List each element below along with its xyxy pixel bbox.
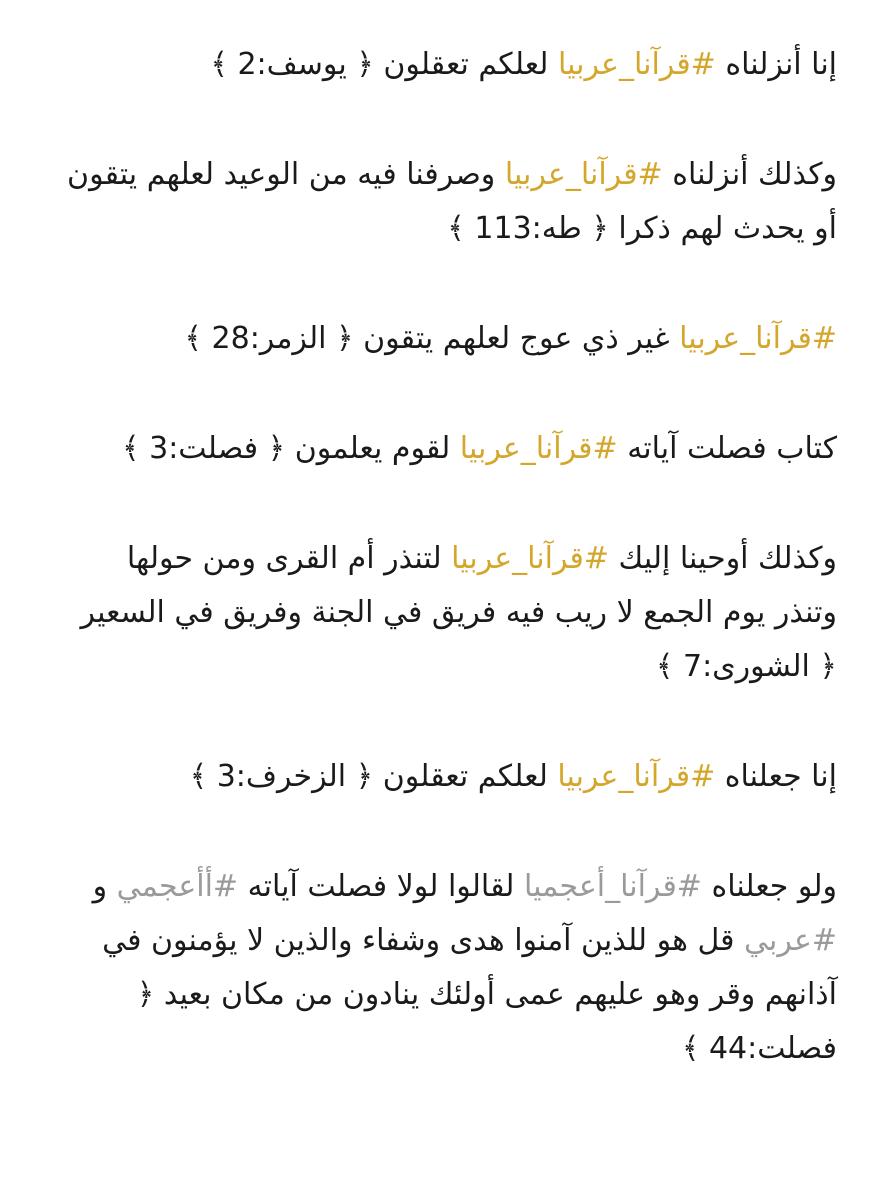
verse-zumar-28 (58, 312, 837, 366)
verse-text: لعلكم تعقلون ﴿ الزخرف:3 ﴾ (189, 759, 558, 794)
verse-fussilat-44 (58, 860, 837, 1076)
hashtag-link[interactable]: #عربي (744, 923, 837, 958)
hashtag-link[interactable]: #قرآنا_عربيا (557, 759, 716, 794)
hashtag-link[interactable]: #قرآنا_عربيا (459, 431, 618, 466)
verse-text: ولو جعلناه (701, 869, 837, 904)
hashtag-link[interactable]: #أأعجمي (116, 869, 239, 904)
verse-fussilat-3 (58, 422, 837, 476)
verse-text: لعلكم تعقلون ﴿ يوسف:2 ﴾ (210, 47, 558, 82)
verse-text: غير ذي عوج لعلهم يتقون ﴿ الزمر:28 ﴾ (184, 321, 680, 356)
hashtag-link[interactable]: #قرآنا_عربيا (679, 321, 837, 356)
verse-text: كتاب فصلت آياته (617, 431, 837, 466)
verse-text: لقوم يعلمون ﴿ فصلت:3 ﴾ (121, 431, 460, 466)
hashtag-link[interactable]: #قرآنا_عربيا (557, 47, 716, 82)
hashtag-link[interactable]: #قرآنا_عربيا (504, 157, 663, 192)
verse-taha-113 (58, 148, 837, 256)
verse-text: قل هو للذين آمنوا هدى وشفاء والذين لا يؤمنون في آذانهم وقر وهو عليهم عمى أولئك ينادون من مكان بعيد ﴿ فصلت:44 ﴾ (102, 923, 837, 1066)
verse-text: إنا أنزلناه (715, 47, 837, 82)
hashtag-link[interactable]: #قرآنا_أعجميا (523, 869, 702, 904)
verse-shura-7 (58, 532, 837, 694)
verse-text: لقالوا لولا فصلت آياته (238, 869, 524, 904)
verse-zukhruf-3 (58, 750, 837, 804)
verse-text: إنا جعلناه (715, 759, 837, 794)
verse-text: وصرفنا فيه من الوعيد لعلهم يتقون أو يحدث لهم ذكرا ﴿ طه:113 ﴾ (67, 157, 837, 246)
verse-text: وكذلك أوحينا إليك (609, 541, 837, 576)
verse-text: لتنذر أم القرى ومن حولها وتنذر يوم الجمع لا ريب فيه فريق في الجنة وفريق في السعير ﴿ الشورى:7 ﴾ (80, 541, 837, 684)
verse-yusuf-2 (58, 38, 837, 92)
hashtag-link[interactable]: #قرآنا_عربيا (451, 541, 610, 576)
verse-text: وكذلك أنزلناه (662, 157, 837, 192)
verse-text: و (92, 869, 117, 904)
